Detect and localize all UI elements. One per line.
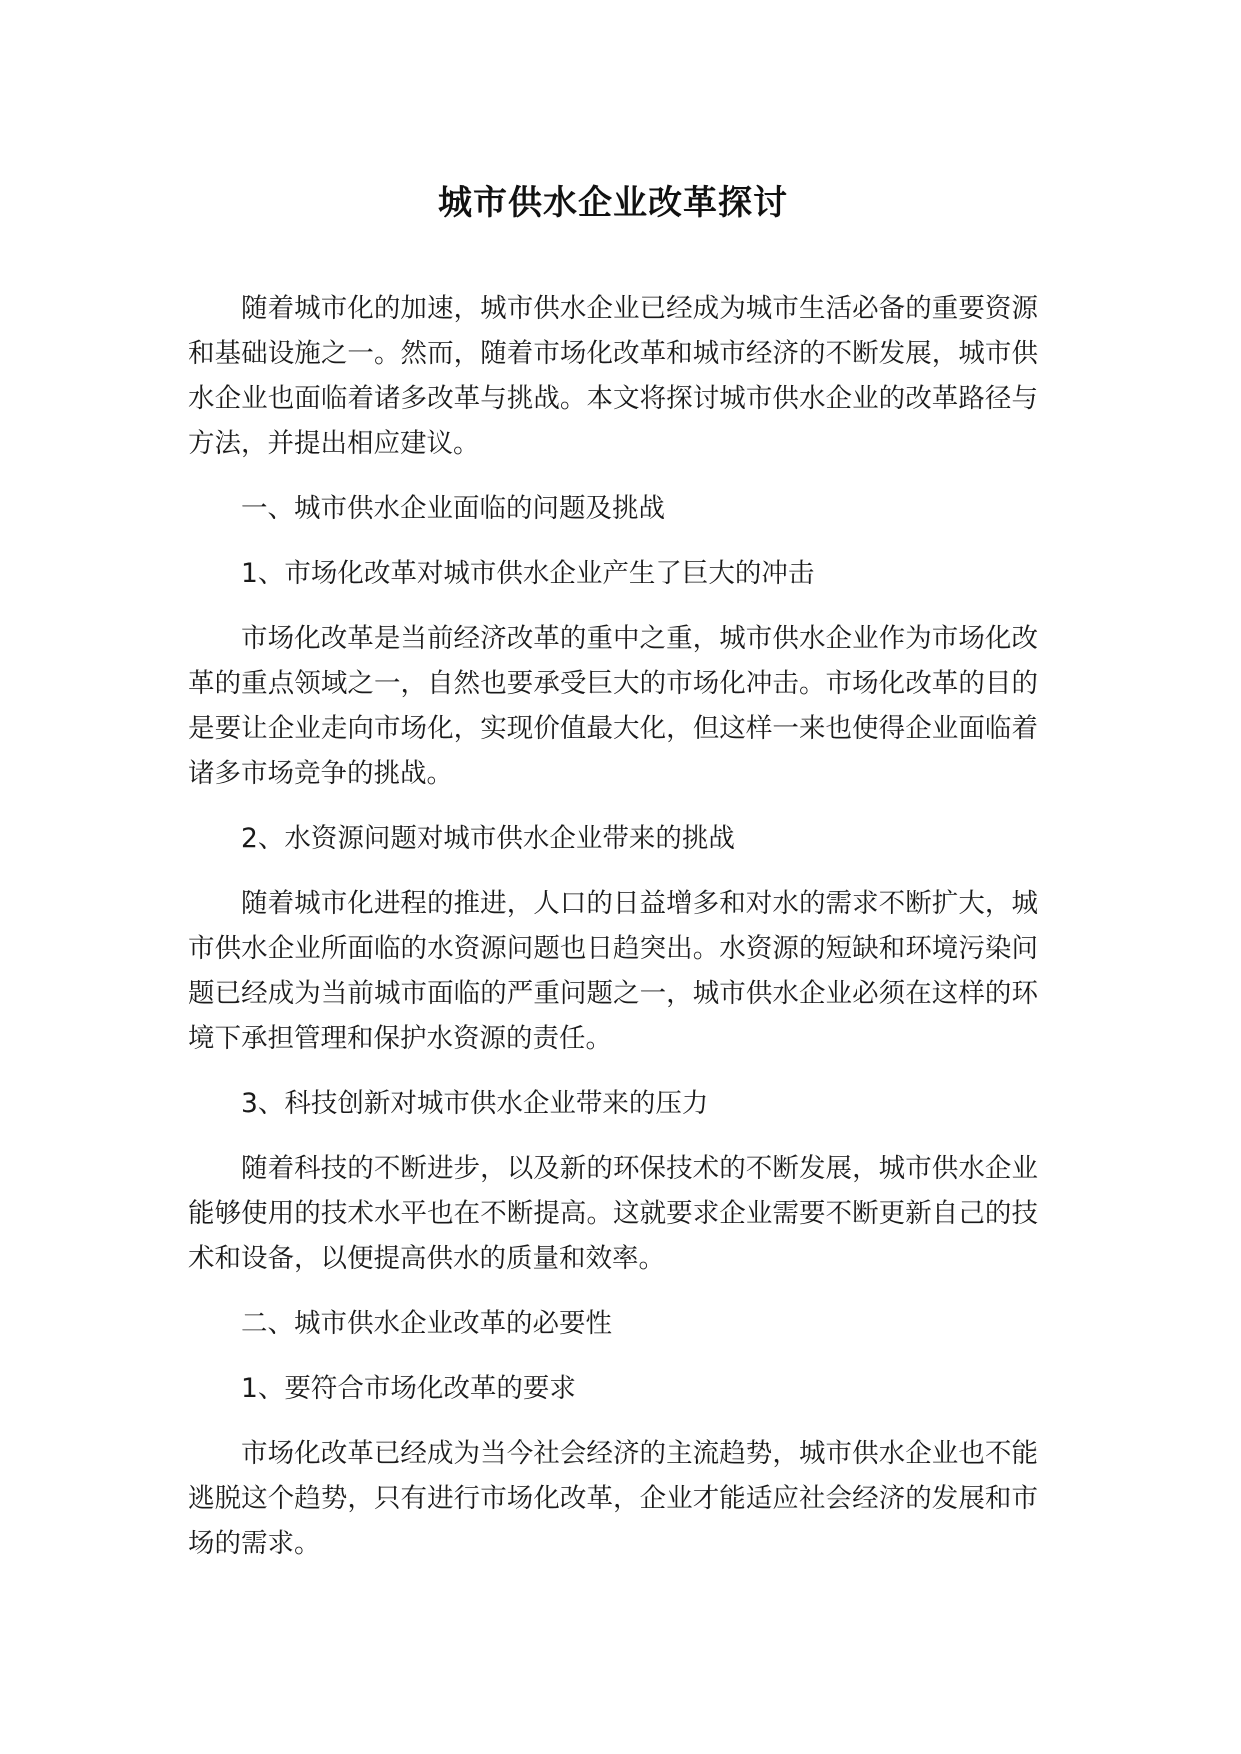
paragraph-1-3: 随着科技的不断进步，以及新的环保技术的不断发展，城市供水企业能够使用的技术水平也在不断提高。这就要求企业需要不断更新自己的技术和设备，以便提高供水的质量和效率。 [188,1153,1038,1274]
paragraph-intro: 随着城市化的加速，城市供水企业已经成为城市生活必备的重要资源和基础设施之一。然而，随着市场化改革和城市经济的不断发展，城市供水企业也面临着诸多改革与挑战。本文将探讨城市供水企业的改革路径与方法，并提出相应建议。 [188,293,1038,459]
paragraph-1-2: 随着城市化进程的推进，人口的日益增多和对水的需求不断扩大，城市供水企业所面临的水资源问题也日趋突出。水资源的短缺和环境污染问题已经成为当前城市面临的严重问题之一，城市供水企业必须在这样的环境下承担管理和保护水资源的责任。 [188,888,1038,1054]
paragraph-2-1: 市场化改革已经成为当今社会经济的主流趋势，城市供水企业也不能逃脱这个趋势，只有进行市场化改革，企业才能适应社会经济的发展和市场的需求。 [188,1438,1038,1559]
paragraph-1-1: 市场化改革是当前经济改革的重中之重，城市供水企业作为市场化改革的重点领域之一，自然也要承受巨大的市场化冲击。市场化改革的目的是要让企业走向市场化，实现价值最大化，但这样一来也使得企业面临着诸多市场竞争的挑战。 [188,623,1038,789]
section-heading-1: 一、城市供水企业面临的问题及挑战 [241,493,665,524]
document-title: 城市供水企业改革探讨 [438,183,788,223]
subheading-1-2: 2、水资源问题对城市供水企业带来的挑战 [241,823,735,854]
document-body [188,286,1038,1586]
subheading-2-1: 1、要符合市场化改革的要求 [241,1373,576,1404]
subheading-1-1: 1、市场化改革对城市供水企业产生了巨大的冲击 [241,558,815,589]
section-heading-2: 二、城市供水企业改革的必要性 [241,1308,612,1339]
subheading-1-3: 3、科技创新对城市供水企业带来的压力 [241,1088,709,1119]
